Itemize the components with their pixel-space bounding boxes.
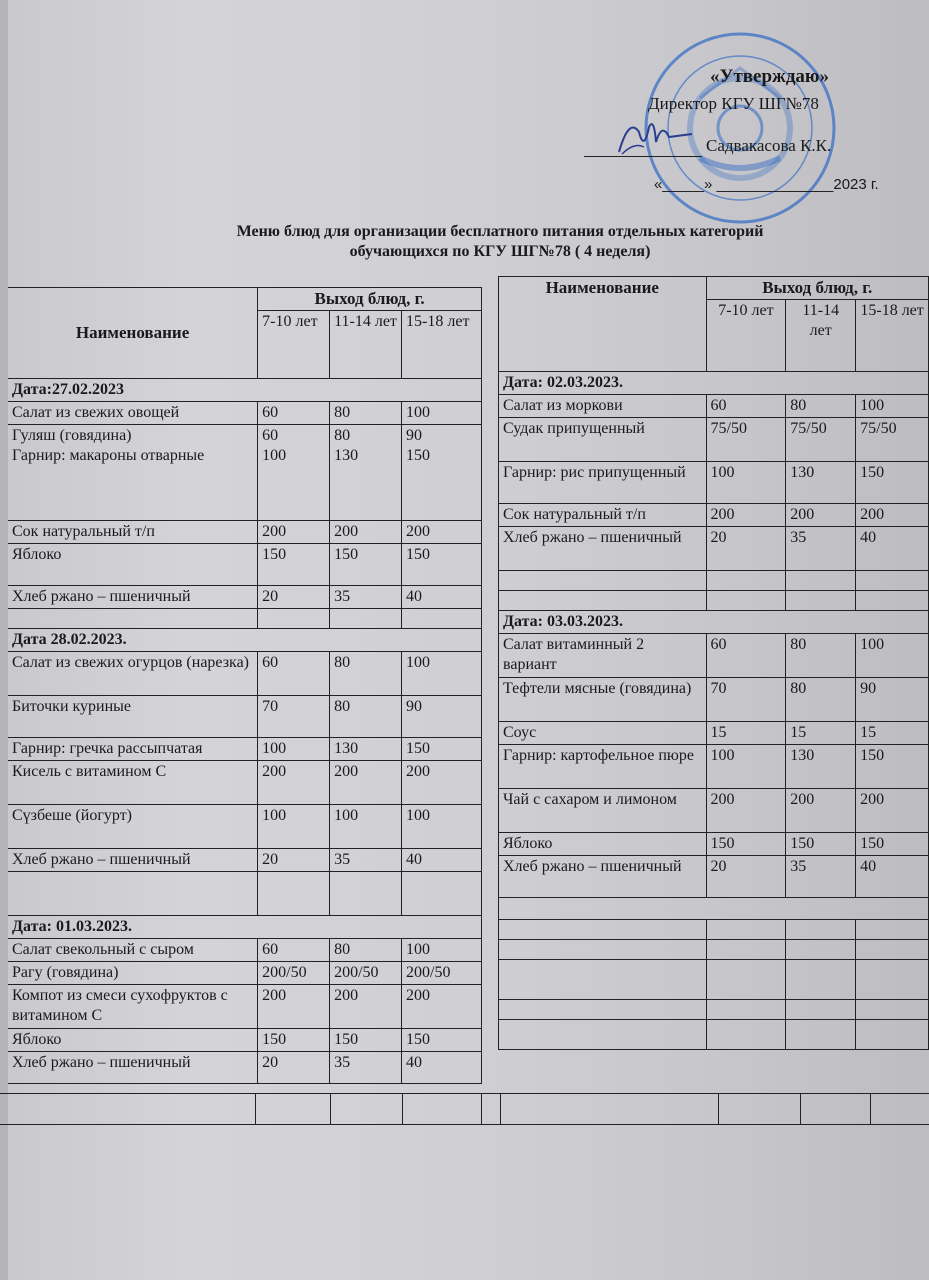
portion-value: 15 xyxy=(710,724,727,741)
portion-value: 100 xyxy=(262,740,287,757)
portion-1 xyxy=(258,962,330,985)
portion-3 xyxy=(402,805,482,849)
menu-row xyxy=(499,789,929,833)
dish-name-text: Сүзбеше (йогурт) xyxy=(12,807,133,824)
portion-value: 75/50 xyxy=(790,420,827,437)
portion-value: 150 xyxy=(406,1031,431,1048)
portion-value: 100 xyxy=(860,397,885,414)
portion-value: 80 xyxy=(334,698,351,715)
portion-3 xyxy=(402,985,482,1029)
director-name: Садвакасова К.К. xyxy=(706,136,832,155)
menu-row xyxy=(8,586,482,609)
portion-2 xyxy=(330,402,402,425)
dish-name xyxy=(8,1029,258,1052)
portion-2 xyxy=(330,738,402,761)
portion-1 xyxy=(258,738,330,761)
dish-name xyxy=(499,678,707,722)
dish-name-text: Салат из моркови xyxy=(503,397,623,414)
portion-value: 35 xyxy=(790,529,807,546)
portion-value: 80 xyxy=(334,427,351,444)
menu-row xyxy=(499,678,929,722)
portion-value: 60 xyxy=(262,654,279,671)
dish-name xyxy=(8,425,258,521)
portion-value: 80 xyxy=(334,404,351,421)
menu-row xyxy=(499,395,929,418)
portion-2 xyxy=(786,504,856,527)
portion-3 xyxy=(402,696,482,738)
portion-1 xyxy=(706,527,786,571)
dish-name-text: Тефтели мясные (говядина) xyxy=(503,680,692,697)
portion-value: 80 xyxy=(334,654,351,671)
portion-2 xyxy=(330,652,402,696)
portion-value: 200 xyxy=(334,523,359,540)
header-age-2: 11-14 лет xyxy=(786,300,856,372)
portion-1 xyxy=(258,761,330,805)
portion-2 xyxy=(786,833,856,856)
portion-value: 200/50 xyxy=(262,964,307,981)
portion-value: 80 xyxy=(334,941,351,958)
menu-table-right xyxy=(498,276,929,1050)
portion-3 xyxy=(856,789,929,833)
date-heading: Дата: 01.03.2023. xyxy=(8,916,482,939)
portion-value: 70 xyxy=(710,680,727,697)
dish-name xyxy=(499,722,707,745)
dish-name-text: Хлеб ржано – пшеничный xyxy=(503,529,682,546)
portion-value: 80 xyxy=(790,636,807,653)
menu-row xyxy=(8,652,482,696)
menu-table-left xyxy=(8,287,482,1084)
portion-3 xyxy=(402,761,482,805)
portion-1 xyxy=(258,652,330,696)
portion-3 xyxy=(402,939,482,962)
portion-value: 40 xyxy=(406,851,423,868)
menu-row xyxy=(8,985,482,1029)
portion-value: 20 xyxy=(710,858,727,875)
menu-row xyxy=(8,1029,482,1052)
dish-name xyxy=(8,761,258,805)
portion-value: 80 xyxy=(790,680,807,697)
portion-value: 200 xyxy=(406,763,431,780)
menu-row xyxy=(8,805,482,849)
dish-name-text: Салат свекольный с сыром xyxy=(12,941,194,958)
menu-row xyxy=(499,722,929,745)
dish-name xyxy=(8,652,258,696)
portion-value: 200 xyxy=(334,987,359,1004)
date-heading: Дата:27.02.2023 xyxy=(8,379,482,402)
menu-row xyxy=(8,939,482,962)
portion-1 xyxy=(258,696,330,738)
portion-2 xyxy=(786,418,856,462)
dish-name xyxy=(499,395,707,418)
header-age-1: 7-10 лет xyxy=(706,300,786,372)
date-heading: Дата 28.02.2023. xyxy=(8,629,482,652)
title-line-1: Меню блюд для организации бесплатного питания отдельных категорий xyxy=(236,223,764,240)
menu-row xyxy=(8,849,482,872)
portion-value: 100 xyxy=(710,747,735,764)
portion-value: 60 xyxy=(262,404,279,421)
header-name: Наименование xyxy=(499,277,707,372)
menu-row xyxy=(499,462,929,504)
menu-row xyxy=(8,425,482,521)
header-age-2: 11-14 лет xyxy=(330,311,402,379)
page-edge xyxy=(0,0,8,1280)
portion-1 xyxy=(258,586,330,609)
menu-row xyxy=(8,544,482,586)
portion-value: 200 xyxy=(262,523,287,540)
dish-name-text: Гарнир: рис припущенный xyxy=(503,464,686,481)
portion-1 xyxy=(706,833,786,856)
dish-name-text: Салат из свежих огурцов (нарезка) xyxy=(12,654,249,671)
portion-value: 90 xyxy=(406,698,423,715)
dish-name xyxy=(8,696,258,738)
portion-value: 150 xyxy=(406,740,431,757)
dish-name-text: Хлеб ржано – пшеничный xyxy=(12,851,191,868)
portion-1 xyxy=(706,418,786,462)
portion-value: 150 xyxy=(262,546,287,563)
dish-name-text: Чай с сахаром и лимоном xyxy=(503,791,677,808)
portion-value: 20 xyxy=(262,588,279,605)
portion-value: 130 xyxy=(334,740,359,757)
portion-value: 75/50 xyxy=(710,420,747,437)
portion-value: 35 xyxy=(334,1054,351,1071)
dish-name xyxy=(8,939,258,962)
portion-3 xyxy=(402,849,482,872)
portion-3 xyxy=(856,418,929,462)
portion-value: 200 xyxy=(334,763,359,780)
portion-value: 60 xyxy=(710,636,727,653)
portion-value: 15 xyxy=(860,724,877,741)
dish-name-text: Салат из свежих овощей xyxy=(12,404,180,421)
portion-1 xyxy=(258,849,330,872)
dish-name-text: Хлеб ржано – пшеничный xyxy=(12,1054,191,1071)
date-heading: Дата: 02.03.2023. xyxy=(499,372,929,395)
menu-row xyxy=(499,833,929,856)
dish-name xyxy=(8,544,258,586)
dish-name xyxy=(499,745,707,789)
portion-3 xyxy=(402,402,482,425)
portion-2 xyxy=(330,985,402,1029)
portion-value: 75/50 xyxy=(860,420,897,437)
dish-name xyxy=(499,789,707,833)
portion-value: 150 xyxy=(860,835,885,852)
approval-block xyxy=(600,60,920,200)
header-age-3: 15-18 лет xyxy=(402,311,482,379)
portion-value: 100 xyxy=(860,636,885,653)
dish-name xyxy=(8,849,258,872)
portion-value: 200 xyxy=(790,791,815,808)
portion-3 xyxy=(402,962,482,985)
portion-2 xyxy=(786,462,856,504)
portion-2 xyxy=(330,425,402,521)
portion-3 xyxy=(856,634,929,678)
portion-1 xyxy=(706,395,786,418)
portion-1 xyxy=(706,745,786,789)
portion-value: 150 xyxy=(710,835,735,852)
portion-value: 130 xyxy=(790,747,815,764)
portion-3 xyxy=(402,425,482,521)
portion-2 xyxy=(330,521,402,544)
portion-1 xyxy=(706,678,786,722)
portion-1 xyxy=(706,856,786,898)
dish-name xyxy=(8,962,258,985)
dish-name-text: Судак припущенный xyxy=(503,420,645,437)
portion-2 xyxy=(330,1052,402,1084)
portion-3 xyxy=(402,521,482,544)
dish-name-text: Салат витаминный 2 вариант xyxy=(503,636,645,673)
portion-2 xyxy=(786,395,856,418)
portion-1 xyxy=(258,425,330,521)
portion-2 xyxy=(330,805,402,849)
portion-value: 200 xyxy=(262,763,287,780)
header-age-1: 7-10 лет xyxy=(258,311,330,379)
portion-3 xyxy=(402,738,482,761)
title-line-2: обучающихся по КГУ ШГ№78 ( 4 неделя) xyxy=(349,243,651,260)
header-age-3: 15-18 лет xyxy=(856,300,929,372)
dish-name-text: Гарнир: гречка рассыпчатая xyxy=(12,740,203,757)
portion-2 xyxy=(786,527,856,571)
portion-value: 150 xyxy=(334,1031,359,1048)
document-title xyxy=(150,222,850,262)
menu-row xyxy=(8,696,482,738)
portion-1 xyxy=(706,504,786,527)
portion-2 xyxy=(786,856,856,898)
portion-value: 200 xyxy=(710,506,735,523)
portion-value: 200 xyxy=(406,987,431,1004)
portion-2 xyxy=(330,761,402,805)
portion-2 xyxy=(330,1029,402,1052)
portion-value: 70 xyxy=(262,698,279,715)
menu-row xyxy=(499,634,929,678)
portion-1 xyxy=(706,789,786,833)
menu-row xyxy=(499,504,929,527)
menu-row xyxy=(499,745,929,789)
portion-2 xyxy=(786,745,856,789)
portion-2 xyxy=(330,849,402,872)
dish-name xyxy=(8,1052,258,1084)
portion-value: 40 xyxy=(860,529,877,546)
portion-value: 40 xyxy=(406,588,423,605)
portion-1 xyxy=(258,1029,330,1052)
approval-heading: «Утверждаю» xyxy=(710,66,829,87)
dish-name-text: Соус xyxy=(503,724,537,741)
menu-row xyxy=(499,856,929,898)
menu-row xyxy=(8,1052,482,1084)
portion-1 xyxy=(258,985,330,1029)
dish-name-text: Биточки куриные xyxy=(12,698,132,715)
portion-2 xyxy=(786,789,856,833)
portion-2 xyxy=(786,722,856,745)
header-yield: Выход блюд, г. xyxy=(706,277,929,300)
portion-value: 200 xyxy=(262,987,287,1004)
portion-3 xyxy=(402,652,482,696)
menu-row xyxy=(499,418,929,462)
portion-value: 150 xyxy=(406,447,431,464)
portion-3 xyxy=(856,504,929,527)
portion-1 xyxy=(706,462,786,504)
portion-value: 60 xyxy=(262,427,279,444)
portion-value: 150 xyxy=(334,546,359,563)
portion-value: 150 xyxy=(860,747,885,764)
portion-3 xyxy=(856,833,929,856)
signature-line xyxy=(584,156,702,157)
portion-value: 130 xyxy=(790,464,815,481)
portion-value: 130 xyxy=(334,447,359,464)
portion-value: 150 xyxy=(406,546,431,563)
portion-value: 60 xyxy=(710,397,727,414)
header-name: Наименование xyxy=(8,288,258,379)
dish-name xyxy=(8,586,258,609)
portion-value: 200/50 xyxy=(334,964,379,981)
portion-value: 20 xyxy=(710,529,727,546)
portion-value: 100 xyxy=(406,807,431,824)
dish-name-text: Хлеб ржано – пшеничный xyxy=(503,858,682,875)
dish-name xyxy=(8,805,258,849)
portion-value: 200/50 xyxy=(406,964,451,981)
portion-value: 20 xyxy=(262,851,279,868)
portion-3 xyxy=(856,527,929,571)
portion-2 xyxy=(330,939,402,962)
portion-2 xyxy=(786,634,856,678)
portion-3 xyxy=(856,462,929,504)
portion-1 xyxy=(258,402,330,425)
portion-value: 90 xyxy=(406,427,423,444)
dish-name xyxy=(8,985,258,1029)
portion-3 xyxy=(402,544,482,586)
portion-value: 100 xyxy=(262,807,287,824)
dish-name xyxy=(8,738,258,761)
menu-row xyxy=(8,962,482,985)
dish-name xyxy=(499,504,707,527)
portion-value: 200 xyxy=(790,506,815,523)
portion-2 xyxy=(330,962,402,985)
dish-name xyxy=(499,418,707,462)
dish-name-text: Яблоко xyxy=(503,835,553,852)
approval-date: «_____» ______________2023 г. xyxy=(654,176,879,193)
dish-name-text: Сок натуральный т/п xyxy=(12,523,155,540)
portion-value: 150 xyxy=(790,835,815,852)
dish-name xyxy=(8,402,258,425)
portion-value: 40 xyxy=(406,1054,423,1071)
portion-3 xyxy=(402,586,482,609)
dish-name-text: Яблоко xyxy=(12,1031,62,1048)
portion-value: 20 xyxy=(262,1054,279,1071)
portion-1 xyxy=(706,634,786,678)
portion-1 xyxy=(706,722,786,745)
portion-value: 100 xyxy=(406,941,431,958)
portion-3 xyxy=(856,395,929,418)
portion-value: 90 xyxy=(860,680,877,697)
portion-3 xyxy=(402,1029,482,1052)
portion-1 xyxy=(258,805,330,849)
portion-value: 100 xyxy=(334,807,359,824)
table-bottom-empty-row xyxy=(0,1093,929,1125)
portion-2 xyxy=(330,696,402,738)
menu-row xyxy=(8,521,482,544)
portion-value: 35 xyxy=(790,858,807,875)
portion-value: 200 xyxy=(406,523,431,540)
portion-2 xyxy=(786,678,856,722)
portion-3 xyxy=(856,745,929,789)
menu-row xyxy=(8,761,482,805)
dish-name-text: Хлеб ржано – пшеничный xyxy=(12,588,191,605)
date-heading: Дата: 03.03.2023. xyxy=(499,611,929,634)
portion-3 xyxy=(402,1052,482,1084)
portion-value: 15 xyxy=(790,724,807,741)
portion-value: 150 xyxy=(262,1031,287,1048)
dish-name xyxy=(499,634,707,678)
dish-name xyxy=(499,462,707,504)
portion-value: 200 xyxy=(710,791,735,808)
portion-value: 150 xyxy=(860,464,885,481)
dish-name-text: Компот из смеси сухофруктов с витамином С xyxy=(12,987,228,1024)
portion-1 xyxy=(258,939,330,962)
header-yield: Выход блюд, г. xyxy=(258,288,482,311)
portion-value: 60 xyxy=(262,941,279,958)
dish-name-text: Кисель с витамином С xyxy=(12,763,167,780)
dish-name xyxy=(499,527,707,571)
director-title: Директор КГУ ШГ№78 xyxy=(648,94,819,113)
dish-name xyxy=(499,833,707,856)
portion-value: 100 xyxy=(406,404,431,421)
dish-name-text: Яблоко xyxy=(12,546,62,563)
portion-3 xyxy=(856,678,929,722)
portion-value: 80 xyxy=(790,397,807,414)
dish-name-text: Рагу (говядина) xyxy=(12,964,119,981)
portion-value: 100 xyxy=(406,654,431,671)
portion-value: 100 xyxy=(710,464,735,481)
menu-row xyxy=(499,527,929,571)
portion-3 xyxy=(856,856,929,898)
dish-name-text: Сок натуральный т/п xyxy=(503,506,646,523)
portion-2 xyxy=(330,544,402,586)
portion-value: 200 xyxy=(860,791,885,808)
menu-row xyxy=(8,402,482,425)
portion-3 xyxy=(856,722,929,745)
portion-1 xyxy=(258,521,330,544)
portion-value: 35 xyxy=(334,588,351,605)
portion-2 xyxy=(330,586,402,609)
portion-value: 40 xyxy=(860,858,877,875)
dish-name xyxy=(8,521,258,544)
portion-value: 200 xyxy=(860,506,885,523)
portion-1 xyxy=(258,1052,330,1084)
dish-name-text: Гуляш (говядина) xyxy=(12,427,132,444)
dish-name xyxy=(499,856,707,898)
portion-1 xyxy=(258,544,330,586)
dish-name-text: Гарнир: картофельное пюре xyxy=(503,747,694,764)
menu-row xyxy=(8,738,482,761)
portion-value: 35 xyxy=(334,851,351,868)
dish-name-text: Гарнир: макароны отварные xyxy=(12,447,205,464)
portion-value: 100 xyxy=(262,447,287,464)
